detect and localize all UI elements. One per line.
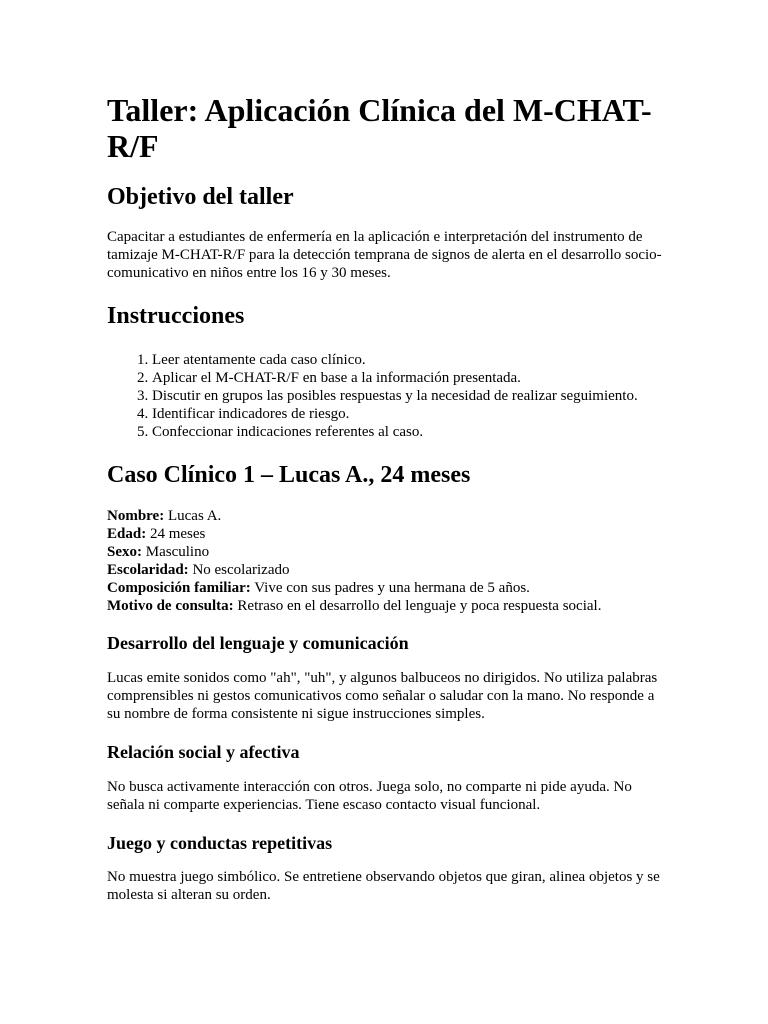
caso-heading: Caso Clínico 1 – Lucas A., 24 meses bbox=[107, 462, 471, 488]
dato-composicion bbox=[107, 579, 667, 597]
list-item: 5. Confeccionar indicaciones referentes al caso. bbox=[152, 423, 667, 441]
dato-sexo bbox=[107, 543, 667, 561]
dato-label: Sexo: bbox=[107, 544, 142, 560]
dato-value: 24 meses bbox=[149, 526, 206, 542]
social-text: No busca activamente interacción con otros. Juega solo, no comparte ni pide ayuda. No señala ni comparte experiencias. Tiene escaso contacto visual funcional. bbox=[107, 779, 632, 813]
objetivo-text: Capacitar a estudiantes de enfermería en la aplicación e interpretación del instrumento de tamizaje M-CHAT-R/F para la detección temprana de signos de alerta en el desarrollo socio-comunicativo en niños entre los 16 y 30 meses. bbox=[107, 229, 662, 281]
juego-heading: Juego y conductas repetitivas bbox=[107, 833, 333, 853]
dato-label: Escolaridad: bbox=[107, 562, 189, 578]
list-item: 1. Leer atentamente cada caso clínico. bbox=[152, 351, 667, 369]
dato-value: Vive con sus padres y una hermana de 5 años. bbox=[254, 580, 530, 596]
social-heading: Relación social y afectiva bbox=[107, 742, 300, 762]
dato-nombre bbox=[107, 507, 667, 525]
instrucciones-list bbox=[107, 351, 667, 441]
dato-value: Lucas A. bbox=[167, 508, 222, 524]
list-item: 3. Discutir en grupos las posibles respuestas y la necesidad de realizar seguimiento. bbox=[152, 387, 667, 405]
dato-label: Motivo de consulta: bbox=[107, 598, 234, 614]
dato-motivo bbox=[107, 597, 667, 615]
datos-paciente bbox=[107, 507, 667, 615]
dato-value: Masculino bbox=[145, 544, 210, 560]
list-item: 2. Aplicar el M-CHAT-R/F en base a la información presentada. bbox=[152, 369, 667, 387]
dato-label: Nombre: bbox=[107, 508, 165, 524]
dato-label: Composición familiar: bbox=[107, 580, 251, 596]
objetivo-heading: Objetivo del taller bbox=[107, 184, 294, 210]
dato-escolaridad bbox=[107, 561, 667, 579]
dato-edad bbox=[107, 525, 667, 543]
lenguaje-text: Lucas emite sonidos como "ah", "uh", y algunos balbuceos no dirigidos. No utiliza palabras comprensibles ni gestos comunicativos como señalar o saludar con la mano. No responde a su nombre de forma consistente ni sigue instrucciones simples. bbox=[107, 670, 658, 722]
lenguaje-heading: Desarrollo del lenguaje y comunicación bbox=[107, 633, 409, 653]
list-item: 4. Identificar indicadores de riesgo. bbox=[152, 405, 667, 423]
juego-text: No muestra juego simbólico. Se entretiene observando objetos que giran, alinea objetos y se molesta si alteran su orden. bbox=[107, 869, 660, 903]
dato-value: Retraso en el desarrollo del lenguaje y poca respuesta social. bbox=[237, 598, 602, 614]
document-page bbox=[107, 92, 667, 904]
instrucciones-heading: Instrucciones bbox=[107, 303, 245, 329]
dato-value: No escolarizado bbox=[192, 562, 290, 578]
dato-label: Edad: bbox=[107, 526, 147, 542]
document-title: Taller: Aplicación Clínica del M-CHAT-R/F bbox=[107, 92, 652, 164]
